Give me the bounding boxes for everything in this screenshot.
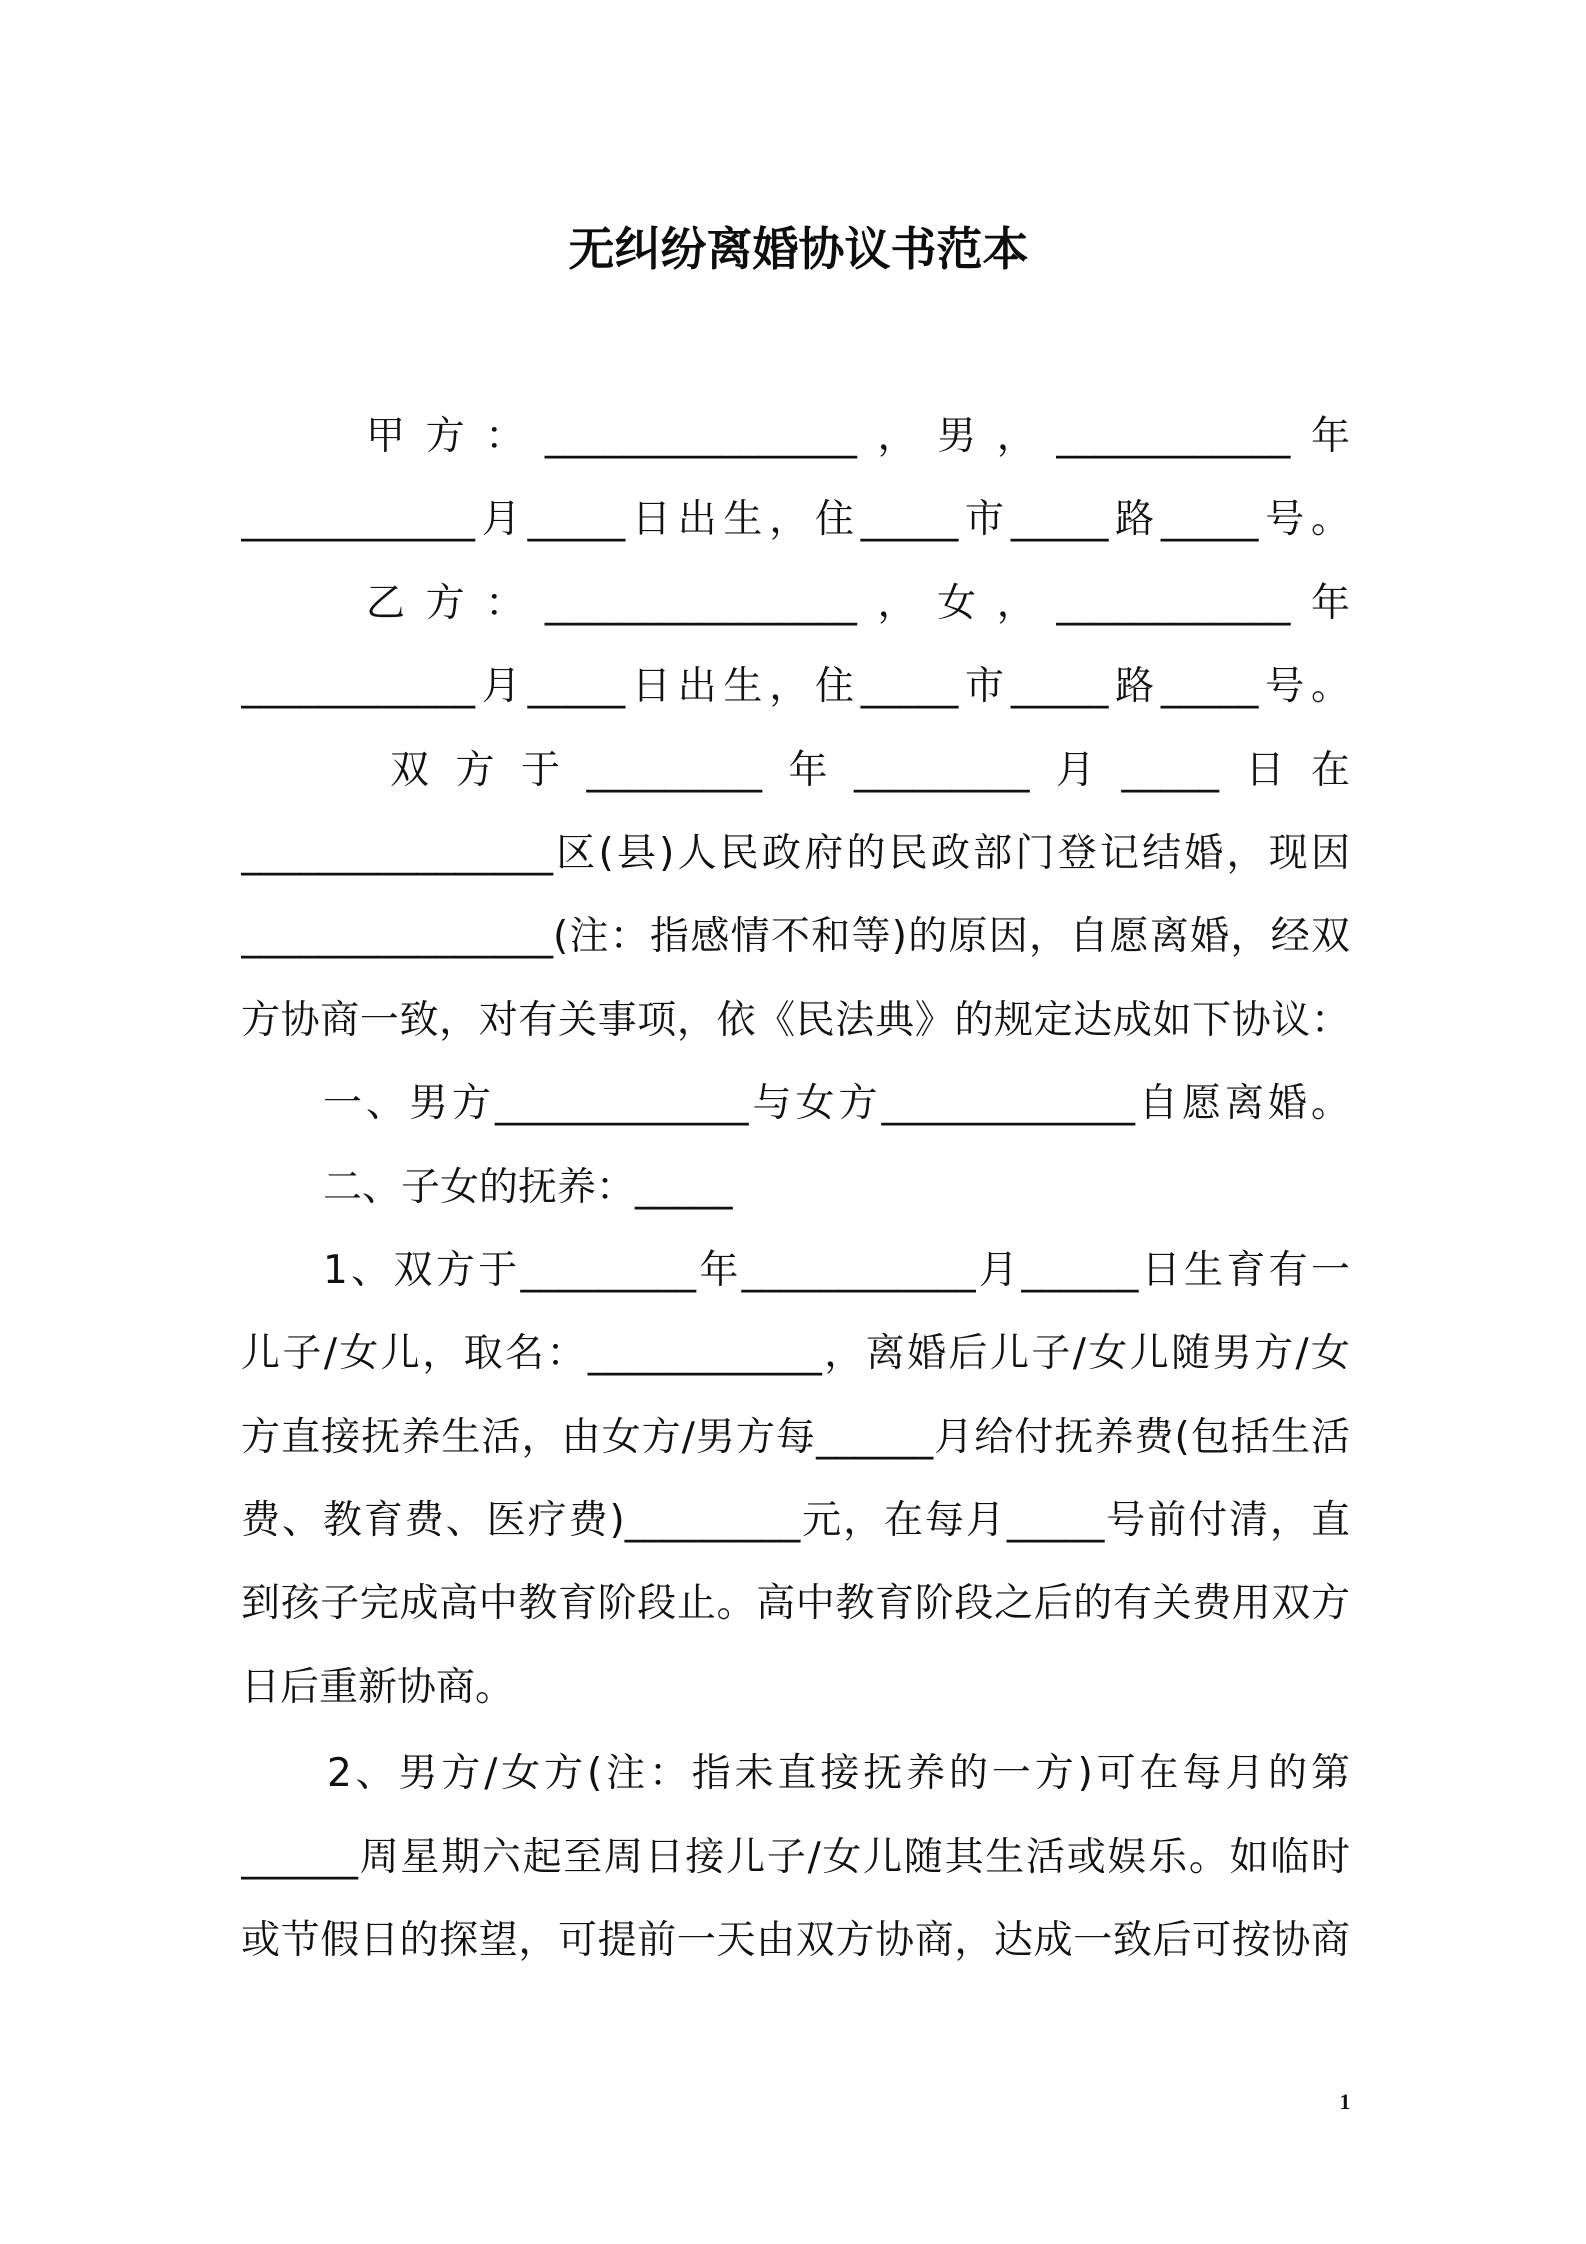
clause-2-item-1-payment-line: 费、教育费、医疗费)_________元，在每月_____号前付清，直 <box>241 1498 1350 1544</box>
clause-2-item-2-visit-line: ______周星期六起至周日接儿子/女儿随其生活或娱乐。如临时 <box>241 1834 1350 1880</box>
clause-2-item-2-holiday-line: 或节假日的探望，可提前一天由双方协商，达成一致后可按协商 <box>241 1918 1350 1964</box>
page-number: 1 <box>1339 2089 1351 2114</box>
document-body <box>241 395 1350 1982</box>
clause-2-heading: 二、子女的抚养：_____ <box>323 1164 733 1210</box>
party-a-birth-address-line: ____________月_____日出生，住_____市_____路_____号。 <box>241 497 1350 543</box>
divorce-reason-line: ________________(注：指感情不和等)的原因，自愿离婚，经双 <box>241 914 1350 960</box>
clause-2-item-1-line: 1、双方于_________年____________月______日生育有一 <box>323 1247 1350 1293</box>
marriage-registration-line: 双方于_________年_________月_____日在 <box>390 747 1350 793</box>
clause-2-item-1-child-name-line: 儿子/女儿，取名：____________，离婚后儿子/女儿随男方/女 <box>241 1331 1350 1377</box>
clause-1-voluntary-divorce-line: 一、男方_____________与女方_____________自愿离婚。 <box>323 1081 1350 1127</box>
registration-office-line: ________________区(县)人民政府的民政部门登记结婚，现因 <box>241 830 1350 876</box>
agreement-intro-line: 方协商一致，对有关事项，依《民法典》的规定达成如下协议： <box>241 997 1350 1043</box>
clause-2-item-1-support-line: 方直接抚养生活，由女方/男方每______月给付抚养费(包括生活 <box>241 1414 1350 1460</box>
clause-2-item-2-line: 2、男方/女方(注：指未直接抚养的一方)可在每月的第 <box>327 1751 1350 1797</box>
document-title: 无纠纷离婚协议书范本 <box>568 222 1029 276</box>
party-b-birth-address-line: ____________月_____日出生，住_____市_____路_____号。 <box>241 664 1350 710</box>
party-a-line: 甲方：________________，男，____________年 <box>366 414 1350 459</box>
party-b-line: 乙方：________________，女，____________年 <box>366 580 1350 626</box>
clause-2-item-1-duration-line: 到孩子完成高中教育阶段止。高中教育阶段之后的有关费用双方 <box>241 1581 1350 1627</box>
clause-2-item-1-end-line: 日后重新协商。 <box>241 1664 515 1710</box>
